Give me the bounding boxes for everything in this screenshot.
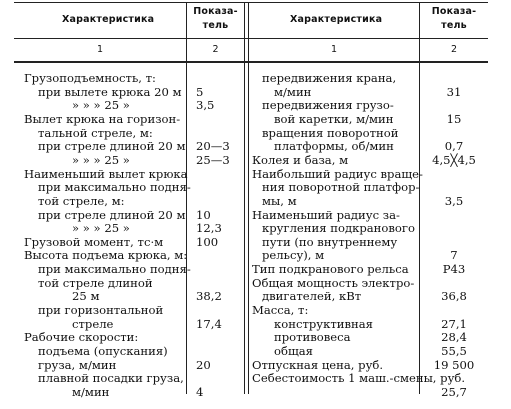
left-row-value: 38,2 xyxy=(196,289,222,304)
header-characteristic-right: Характеристика xyxy=(290,14,383,25)
left-row-label: м/мин xyxy=(72,384,110,399)
divider-center-b xyxy=(248,2,249,394)
header-rule xyxy=(14,38,488,39)
right-row-label: общая xyxy=(274,344,313,358)
left-row-label: груза, м/мин xyxy=(38,357,117,372)
right-row-label: вой каретки, м/мин xyxy=(274,111,394,126)
left-row-label: Наименьший вылет крюка xyxy=(24,166,188,181)
left-row-value: 25—3 xyxy=(196,152,230,167)
colnum-left-text: 1 xyxy=(96,44,104,55)
header-characteristic-left: Характеристика xyxy=(62,14,155,25)
right-row-value: 15 xyxy=(446,111,462,126)
left-row-label: Грузовой момент, тс·м xyxy=(24,234,164,249)
right-row-value: 31 xyxy=(446,84,462,99)
left-row-label: Грузоподъемность, т: xyxy=(24,71,156,85)
right-row-label: рельсу), м xyxy=(262,248,325,263)
right-row-label: м/мин xyxy=(274,84,312,99)
right-row-label: Наибольший радиус враще- xyxy=(252,166,423,181)
colnum-right-value: 2 xyxy=(450,44,458,55)
left-row-label: 25 м xyxy=(72,289,100,304)
header-value-right-line2: тель xyxy=(441,20,467,31)
right-row-value: 27,1 xyxy=(441,316,467,331)
left-row-value: 10 xyxy=(196,207,211,222)
left-row-value: 12,3 xyxy=(196,221,222,236)
left-row-label: » » » 25 » xyxy=(72,221,130,236)
header-value-left-line1: Показа- xyxy=(193,6,238,17)
divider-left-value xyxy=(186,2,187,394)
left-row-value: 20—3 xyxy=(196,139,230,154)
right-row-label: пути (по внутреннему xyxy=(262,234,398,249)
right-row-label: Тип подкранового рельса xyxy=(252,262,409,277)
header-value-right-line1: Показа- xyxy=(431,6,477,17)
left-row-value: 100 xyxy=(196,234,219,249)
left-row-label: тальной стреле, м: xyxy=(38,125,153,140)
left-row-label: плавной посадки груза, xyxy=(38,371,184,386)
divider-center-a xyxy=(244,2,245,394)
left-row-label: той стреле, м: xyxy=(38,193,125,208)
right-row-label: Себестоимость 1 маш.-смены, руб. xyxy=(252,371,466,386)
header-value-left-line2: тель xyxy=(202,20,229,31)
left-row-value: 5 xyxy=(196,84,204,99)
colnum-rule xyxy=(14,61,488,63)
left-row-label: при стреле длиной 20 м xyxy=(38,139,186,154)
right-row-label: Общая мощность электро- xyxy=(252,275,415,290)
left-row-label: » » » 25 » xyxy=(72,152,130,167)
left-row-label: при горизонтальной xyxy=(38,303,164,318)
right-row-value: 0,7 xyxy=(444,139,464,154)
left-row-label: при вылете крюка 20 м xyxy=(38,84,182,99)
right-row-value: 7 xyxy=(450,248,458,263)
right-row-label: Отпускная цена, руб. xyxy=(252,357,384,372)
right-row-label: Колея и база, м xyxy=(252,152,349,167)
left-row-value: 20 xyxy=(196,357,211,372)
left-row-value: 17,4 xyxy=(196,316,222,331)
left-row-label: Вылет крюка на горизон- xyxy=(24,111,181,126)
right-row-label: конструктивная xyxy=(274,316,373,331)
right-row-label: передвижения грузо- xyxy=(262,98,394,113)
right-row-value: 19 500 xyxy=(433,357,475,372)
right-row-label: вращения поворотной xyxy=(262,125,399,140)
colnum-left-value: 2 xyxy=(212,44,219,55)
left-row-label: стреле xyxy=(72,316,114,331)
left-row-label: » » » 25 » xyxy=(72,98,130,113)
right-row-value: 3,5 xyxy=(444,193,464,208)
right-row-label: противовеса xyxy=(274,330,351,345)
left-row-label: Рабочие скорости: xyxy=(24,330,139,345)
left-row-label: той стреле длиной xyxy=(38,275,153,290)
right-row-label: двигателей, кВт xyxy=(262,289,362,304)
right-row-value: 4,5╳4,5 xyxy=(432,152,476,167)
right-row-value: 36,8 xyxy=(441,289,467,304)
left-row-label: подъема (опускания) xyxy=(38,344,168,358)
right-row-label: Масса, т: xyxy=(252,303,309,318)
right-row-label: кругления подкранового xyxy=(262,221,415,236)
left-row-label: при максимально подня- xyxy=(38,262,191,277)
left-row-value: 3,5 xyxy=(196,98,215,113)
right-row-label: Наименьший радиус за- xyxy=(252,207,400,222)
right-row-value: 55,5 xyxy=(441,344,467,358)
right-row-label: передвижения крана, xyxy=(262,71,397,85)
left-row-label: Высота подъема крюка, м: xyxy=(24,248,188,263)
right-row-value: Р43 xyxy=(442,262,466,277)
left-row-label: при стреле длиной 20 м xyxy=(38,207,186,222)
top-rule xyxy=(14,2,488,3)
left-row-value: 4 xyxy=(196,384,204,399)
right-row-label: мы, м xyxy=(262,193,297,208)
right-row-label: ния поворотной платфор- xyxy=(262,180,420,195)
colnum-right-text: 1 xyxy=(330,44,338,55)
left-row-label: при максимально подня- xyxy=(38,180,191,195)
right-row-label: платформы, об/мин xyxy=(274,139,394,154)
right-row-value: 25,7 xyxy=(441,384,467,399)
right-row-value: 28,4 xyxy=(441,330,467,345)
